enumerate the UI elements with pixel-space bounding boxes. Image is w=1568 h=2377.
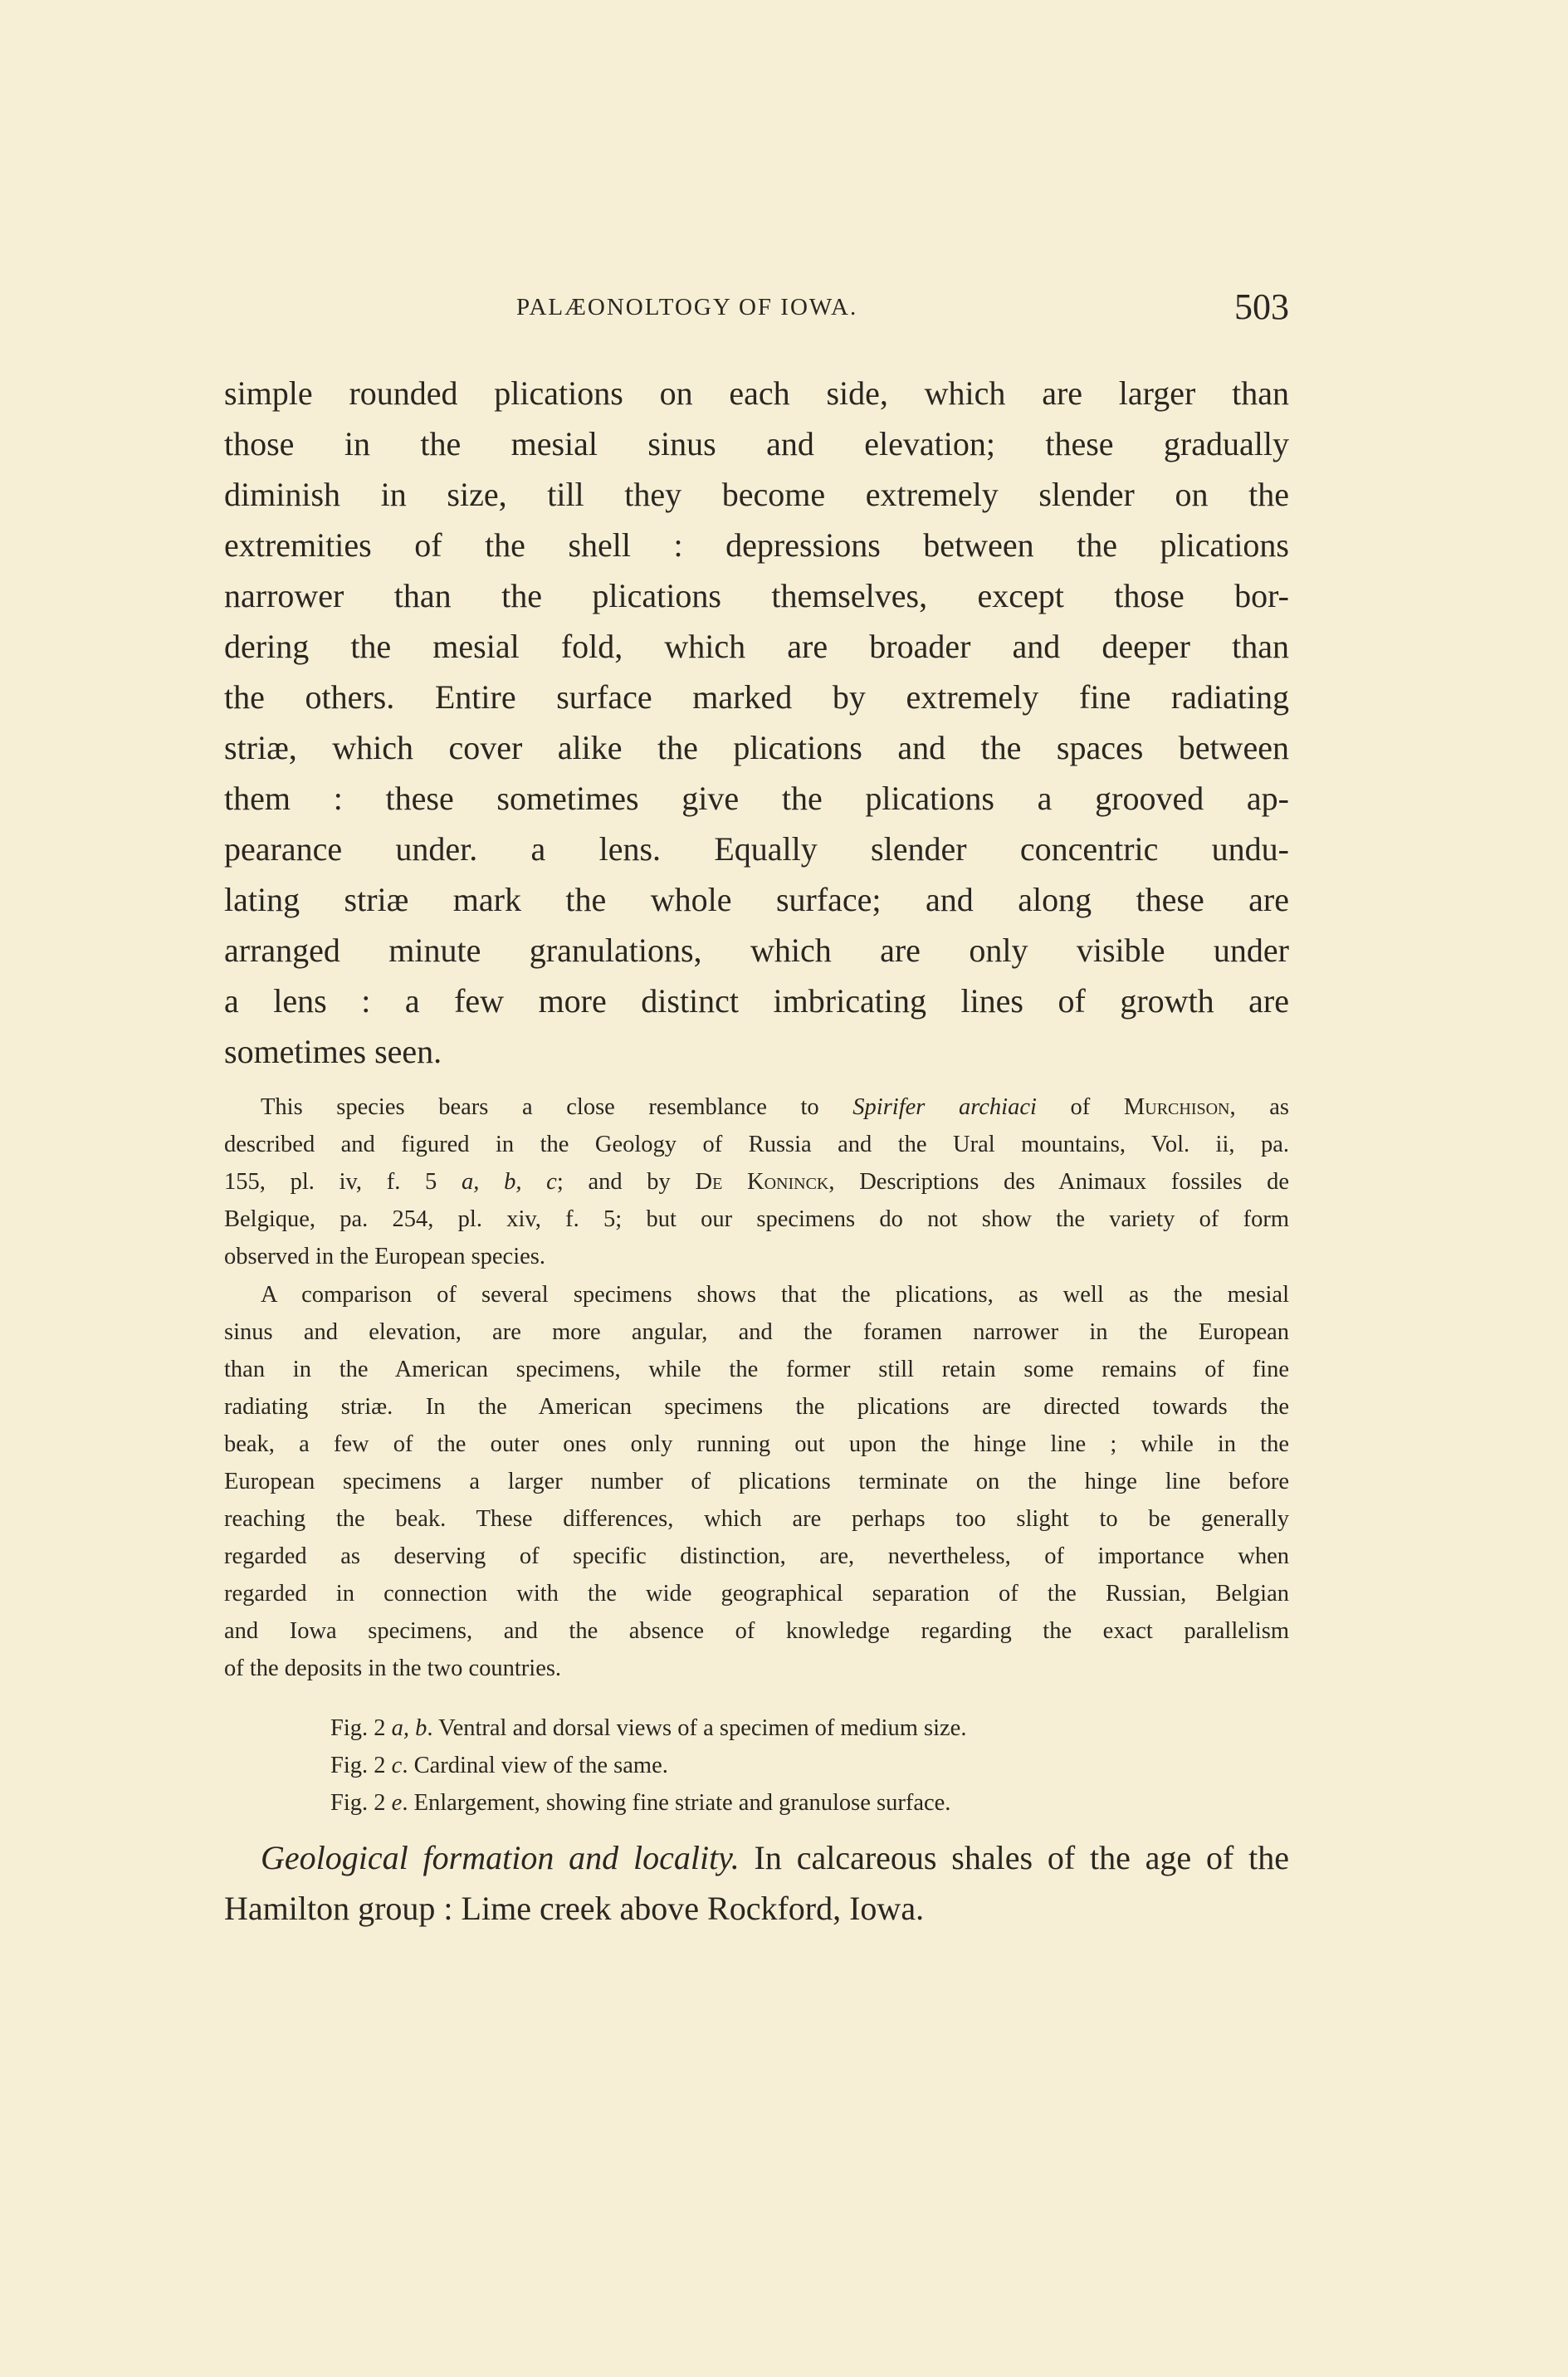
text-run: reaching the beak. These differences, which are perhaps too slight to be generally [224,1506,1289,1532]
text-run: sinus and elevation, are more angular, and the foramen narrower in the European [224,1319,1289,1345]
text-run: a lens : a few more distinct imbricating lines of growth are [224,982,1289,1020]
text-line [224,1832,1289,1883]
text-line [224,1463,1289,1500]
text-line [224,1088,1289,1126]
text-run: European specimens a larger number of plications terminate on the hinge line before [224,1469,1289,1494]
text-run: extremities of the shell : depressions between the plications [224,526,1289,564]
text-run: , Descriptions des Animaux fossiles de [828,1169,1289,1195]
italic-text: c [391,1753,403,1778]
text-run: In calcareous shales of the age of the [739,1839,1289,1876]
text-run: regarded in connection with the wide geographical separation of the Russian, Belgian [224,1581,1289,1607]
text-run: lating striæ mark the whole surface; and along these are [224,881,1289,918]
text-run: dering the mesial fold, which are broader and deeper than [224,628,1289,665]
text-line [224,1351,1289,1388]
text-line [224,1388,1289,1426]
description-paragraph [224,368,1289,1077]
text-line [224,1026,1289,1077]
text-line [224,722,1289,773]
page-header [224,286,1289,332]
text-run: the others. Entire surface marked by extremely fine radiating [224,678,1289,716]
text-run: . Enlargement, showing fine striate and granulose surface. [402,1790,951,1816]
text-run: arranged minute granulations, which are only visible under [224,932,1289,969]
text-run: ; and by [556,1169,696,1195]
text-run: radiating striæ. In the American specimens the plications are directed towards the [224,1394,1289,1420]
text-run: sometimes seen. [224,1033,442,1070]
text-line [224,874,1289,925]
text-line [224,1709,1289,1747]
text-line [224,1201,1289,1238]
geological-locality [224,1832,1289,1934]
italic-text: a, b [391,1715,427,1741]
text-run: , as [1229,1094,1289,1120]
text-line [224,824,1289,874]
text-run: observed in the European species. [224,1244,545,1269]
text-run: described and figured in the Geology of Russia and the Ural mountains, Vol. ii, pa. [224,1132,1289,1157]
text-line [224,1238,1289,1275]
text-run: A comparison of several specimens shows that the plications, as well as the mesial [261,1282,1289,1308]
text-run: than in the American specimens, while the former still retain some remains of fine [224,1357,1289,1382]
text-line [224,520,1289,570]
text-run: Fig. 2 [330,1715,392,1741]
text-run: This species bears a close resemblance to [261,1094,853,1120]
author-name: De Koninck [695,1169,829,1195]
text-run: . Ventral and dorsal views of a specimen of medium size. [427,1715,967,1741]
text-line [224,976,1289,1026]
text-line [224,1500,1289,1538]
text-line [224,1575,1289,1612]
text-run: striæ, which cover alike the plications and the spaces between [224,729,1289,766]
text-line [224,1126,1289,1163]
figure-captions [224,1709,1289,1822]
author-name: Murchison [1123,1094,1230,1120]
text-line [224,773,1289,824]
italic-text: a, b, c [462,1169,557,1195]
italic-text: Geological formation and locality. [261,1839,740,1876]
text-line [224,1538,1289,1575]
text-run: pearance under. a lens. Equally slender concentric undu- [224,830,1289,868]
text-run: beak, a few of the outer ones only running out upon the hinge line ; while in the [224,1431,1289,1457]
text-run: diminish in size, till they become extremely slender on the [224,476,1289,513]
text-line [224,1426,1289,1463]
text-run: Fig. 2 [330,1790,392,1816]
text-line [224,469,1289,520]
text-line [224,1612,1289,1650]
text-line [224,570,1289,621]
text-run: 155, pl. iv, f. 5 [224,1169,462,1195]
running-title: PALÆONOLTOGY OF IOWA. [516,294,858,320]
text-run: narrower than the plications themselves, except those bor- [224,577,1289,614]
text-run: of [1036,1094,1124,1120]
text-run: and Iowa specimens, and the absence of knowledge regarding the exact parallelism [224,1618,1289,1644]
text-line [224,368,1289,418]
text-line [224,621,1289,672]
text-run: those in the mesial sinus and elevation; these gradually [224,425,1289,462]
text-run: of the deposits in the two countries. [224,1656,562,1681]
italic-text: e [391,1790,403,1816]
text-line [224,1650,1289,1687]
text-line [224,672,1289,722]
text-run: them : these sometimes give the plications a grooved ap- [224,780,1289,817]
text-run: . Cardinal view of the same. [402,1753,668,1778]
text-line [224,418,1289,469]
page-number: 503 [1234,286,1289,327]
text-run: regarded as deserving of specific distinction, are, nevertheless, of importance when [224,1543,1289,1569]
text-line [224,1313,1289,1351]
text-line [224,1163,1289,1201]
text-line [224,1276,1289,1313]
text-run: simple rounded plications on each side, which are larger than [224,374,1289,412]
text-line [224,1784,1289,1822]
text-run: Belgique, pa. 254, pl. xiv, f. 5; but our specimens do not show the variety of form [224,1206,1289,1232]
text-line [224,925,1289,976]
text-run: Hamilton group : Lime creek above Rockford, Iowa. [224,1890,925,1927]
comparison-paragraph-1 [224,1088,1289,1275]
text-run: Fig. 2 [330,1753,392,1778]
italic-text: Spirifer archiaci [852,1094,1037,1120]
comparison-paragraph-2 [224,1276,1289,1687]
text-line [224,1747,1289,1784]
text-line [224,1883,1289,1934]
